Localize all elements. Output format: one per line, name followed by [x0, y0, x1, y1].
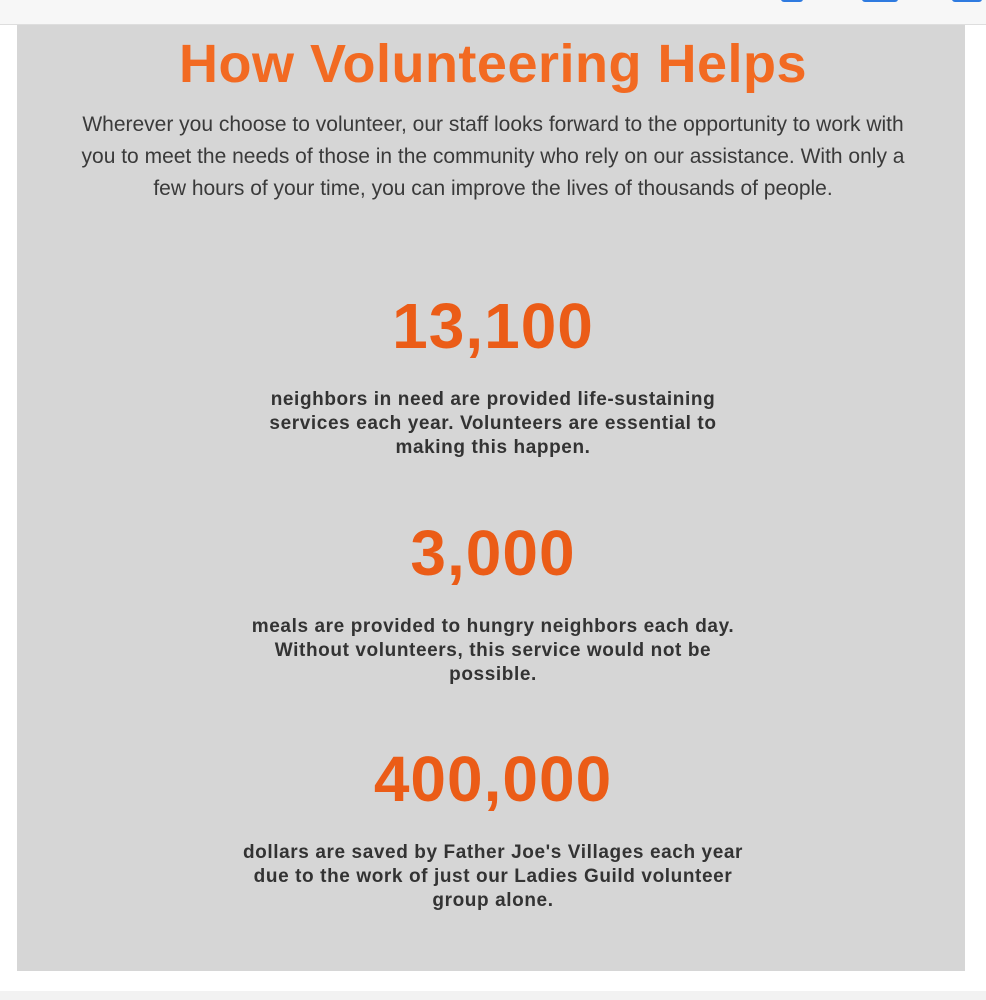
stat-description-neighbors: neighbors in need are provided life-sustaining services each year. Volunteers are essential to making this happen.: [269, 389, 717, 458]
browser-toolbar: [0, 0, 986, 25]
stat-number-dollars: 400,000: [373, 743, 613, 815]
share-icon[interactable]: [781, 0, 803, 2]
stat-number-neighbors: 13,100: [392, 290, 594, 362]
stat-description-dollars: dollars are saved by Father Joe's Villages each year due to the work of just our Ladies Guild volunteer group alone.: [242, 842, 744, 911]
bookmark-icon[interactable]: [952, 0, 982, 2]
tabs-icon[interactable]: [862, 0, 898, 2]
intro-paragraph: Wherever you choose to volunteer, our staff looks forward to the opportunity to work with you to meet the needs of those in the community who rely on our assistance. With only a few hours of your time, you can improve the lives of thousands of people.: [81, 113, 905, 200]
page-title: How Volunteering Helps: [178, 34, 808, 94]
stat-number-meals: 3,000: [410, 517, 576, 589]
bottom-edge: [0, 991, 986, 1000]
stat-description-meals: meals are provided to hungry neighbors each day. Without volunteers, this service would not be possible.: [251, 616, 735, 685]
